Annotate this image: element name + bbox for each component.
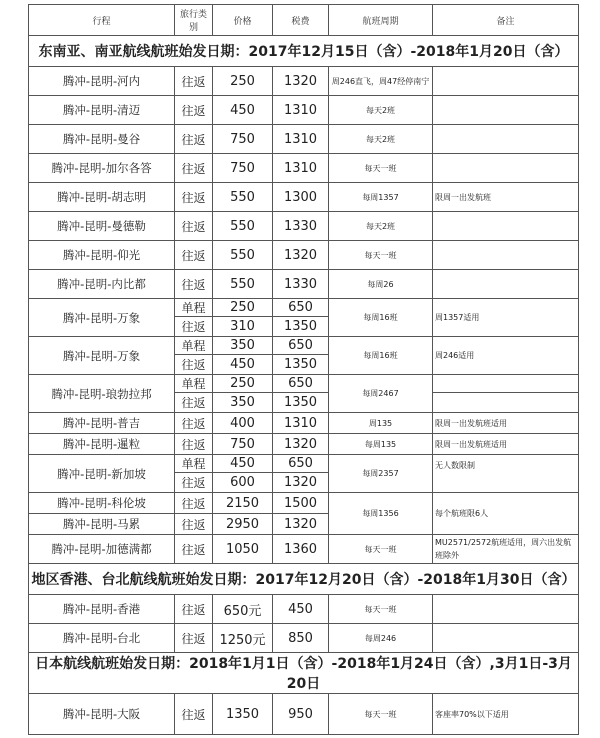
tax-cell: 1310: [273, 154, 329, 183]
type-cell: 单程: [175, 299, 213, 317]
header-type: 旅行类别: [175, 5, 213, 36]
section-row: [29, 36, 579, 67]
tax-cell: 1310: [273, 125, 329, 154]
type-cell: 往返: [175, 473, 213, 493]
header-price: 价格: [213, 5, 273, 36]
note-cell: [433, 375, 579, 393]
type-cell: 单程: [175, 375, 213, 393]
table-row: [29, 96, 579, 125]
cycle-cell: 每周246: [329, 624, 433, 653]
table-row: [29, 624, 579, 653]
route-cell: 腾冲-昆明-河内: [29, 67, 175, 96]
note-cell: [433, 624, 579, 653]
cycle-cell: 每周2357: [329, 455, 433, 493]
type-cell: 往返: [175, 317, 213, 337]
tax-cell: 1320: [273, 514, 329, 535]
route-cell: 腾冲-昆明-清迈: [29, 96, 175, 125]
tax-cell: 450: [273, 595, 329, 624]
note-cell: 每个航班限6人: [433, 493, 579, 535]
tax-cell: 1300: [273, 183, 329, 212]
route-cell: 腾冲-昆明-万象: [29, 299, 175, 337]
type-cell: 往返: [175, 96, 213, 125]
price-cell: 550: [213, 212, 273, 241]
note-cell: [433, 212, 579, 241]
tax-cell: 1320: [273, 434, 329, 455]
note-cell: [433, 154, 579, 183]
tax-cell: 650: [273, 375, 329, 393]
section-row: [29, 564, 579, 595]
tax-cell: 1330: [273, 212, 329, 241]
note-cell: [433, 67, 579, 96]
table-row: [29, 413, 579, 434]
tax-cell: 1330: [273, 270, 329, 299]
tax-cell: 1350: [273, 317, 329, 337]
type-cell: 往返: [175, 694, 213, 735]
section-japan-title: 日本航线航班始发日期：2018年1月1日（含）-2018年1月24日（含）,3月1日-3月20日: [29, 653, 579, 694]
note-cell: 周246适用: [433, 337, 579, 375]
route-cell: 腾冲-昆明-暹粒: [29, 434, 175, 455]
note-cell: MU2571/2572航班适用，周六出发航班除外: [433, 535, 579, 564]
type-cell: 往返: [175, 212, 213, 241]
cycle-cell: 周135: [329, 413, 433, 434]
cycle-cell: 每天一班: [329, 595, 433, 624]
note-cell: 限周一出发航班适用: [433, 413, 579, 434]
cycle-cell: 每天2班: [329, 125, 433, 154]
price-cell: 250: [213, 67, 273, 96]
price-cell: 450: [213, 96, 273, 125]
note-cell: [433, 270, 579, 299]
tax-cell: 1320: [273, 67, 329, 96]
price-cell: 310: [213, 317, 273, 337]
route-cell: 腾冲-昆明-普吉: [29, 413, 175, 434]
type-cell: 往返: [175, 514, 213, 535]
tax-cell: 1500: [273, 493, 329, 514]
table-row: [29, 270, 579, 299]
cycle-cell: 每天2班: [329, 212, 433, 241]
price-cell: 250: [213, 299, 273, 317]
type-cell: 往返: [175, 535, 213, 564]
route-cell: 腾冲-昆明-琅勃拉邦: [29, 375, 175, 413]
header-row: [29, 5, 579, 36]
route-cell: 腾冲-昆明-内比都: [29, 270, 175, 299]
route-cell: 腾冲-昆明-加德满都: [29, 535, 175, 564]
type-cell: 往返: [175, 125, 213, 154]
price-cell: 250: [213, 375, 273, 393]
route-cell: 腾冲-昆明-科伦坡: [29, 493, 175, 514]
tax-cell: 1320: [273, 241, 329, 270]
tax-cell: 1310: [273, 413, 329, 434]
cycle-cell: 每周16班: [329, 299, 433, 337]
fare-table: [28, 4, 579, 735]
price-cell: 750: [213, 125, 273, 154]
table-row: [29, 125, 579, 154]
price-cell: 350: [213, 393, 273, 413]
price-cell: 2150: [213, 493, 273, 514]
route-cell: 腾冲-昆明-马累: [29, 514, 175, 535]
route-cell: 腾冲-昆明-胡志明: [29, 183, 175, 212]
tax-cell: 650: [273, 299, 329, 317]
tax-cell: 1350: [273, 393, 329, 413]
note-cell: 周1357适用: [433, 299, 579, 337]
type-cell: 往返: [175, 270, 213, 299]
cycle-cell: 每周135: [329, 434, 433, 455]
tax-cell: 950: [273, 694, 329, 735]
price-cell: 2950: [213, 514, 273, 535]
price-cell: 400: [213, 413, 273, 434]
price-cell: 1050: [213, 535, 273, 564]
section-row: [29, 653, 579, 694]
route-cell: 腾冲-昆明-万象: [29, 337, 175, 375]
route-cell: 腾冲-昆明-曼谷: [29, 125, 175, 154]
table-row: [29, 694, 579, 735]
table-row: [29, 493, 579, 514]
price-cell: 450: [213, 355, 273, 375]
type-cell: 往返: [175, 434, 213, 455]
cycle-cell: 每天一班: [329, 241, 433, 270]
type-cell: 往返: [175, 393, 213, 413]
price-cell: 1350: [213, 694, 273, 735]
cycle-cell: 每周16班: [329, 337, 433, 375]
route-cell: 腾冲-昆明-大阪: [29, 694, 175, 735]
tax-cell: 1350: [273, 355, 329, 375]
table-row: [29, 212, 579, 241]
type-cell: 往返: [175, 355, 213, 375]
type-cell: 单程: [175, 455, 213, 473]
header-tax: 税费: [273, 5, 329, 36]
type-cell: 往返: [175, 493, 213, 514]
type-cell: 往返: [175, 624, 213, 653]
table-row: [29, 375, 579, 393]
cycle-cell: 每周2467: [329, 375, 433, 413]
cycle-cell: 每周1356: [329, 493, 433, 535]
tax-cell: 650: [273, 455, 329, 473]
note-cell: [433, 96, 579, 125]
header-route: 行程: [29, 5, 175, 36]
price-cell: 750: [213, 154, 273, 183]
table-row: [29, 241, 579, 270]
note-cell: [433, 125, 579, 154]
route-cell: 腾冲-昆明-曼德勒: [29, 212, 175, 241]
price-cell: 350: [213, 337, 273, 355]
tax-cell: 650: [273, 337, 329, 355]
price-cell: 650元: [213, 595, 273, 624]
table-row: [29, 183, 579, 212]
type-cell: 往返: [175, 183, 213, 212]
tax-cell: 1320: [273, 473, 329, 493]
type-cell: 往返: [175, 595, 213, 624]
table-row: [29, 455, 579, 473]
section-southeast-asia-title: 东南亚、南亚航线航班始发日期：2017年12月15日（含）-2018年1月20日（含）: [29, 36, 579, 67]
route-cell: 腾冲-昆明-加尔各答: [29, 154, 175, 183]
type-cell: 往返: [175, 413, 213, 434]
header-cycle: 航班周期: [329, 5, 433, 36]
note-cell: [433, 241, 579, 270]
tax-cell: 850: [273, 624, 329, 653]
table-row: [29, 434, 579, 455]
tax-cell: 1310: [273, 96, 329, 125]
cycle-cell: 每天一班: [329, 694, 433, 735]
route-cell: 腾冲-昆明-香港: [29, 595, 175, 624]
price-cell: 450: [213, 455, 273, 473]
cycle-cell: 每天一班: [329, 154, 433, 183]
type-cell: 单程: [175, 337, 213, 355]
price-cell: 550: [213, 241, 273, 270]
type-cell: 往返: [175, 154, 213, 183]
tax-cell: 1360: [273, 535, 329, 564]
note-cell: 无人数限制: [433, 455, 579, 493]
cycle-cell: 每周26: [329, 270, 433, 299]
header-note: 备注: [433, 5, 579, 36]
table-row: [29, 67, 579, 96]
cycle-cell: 每周1357: [329, 183, 433, 212]
note-cell: 限周一出发航班适用: [433, 434, 579, 455]
route-cell: 腾冲-昆明-台北: [29, 624, 175, 653]
table-row: [29, 154, 579, 183]
price-cell: 600: [213, 473, 273, 493]
note-cell: [433, 595, 579, 624]
route-cell: 腾冲-昆明-仰光: [29, 241, 175, 270]
table-row: [29, 595, 579, 624]
table-row: [29, 299, 579, 317]
route-cell: 腾冲-昆明-新加坡: [29, 455, 175, 493]
price-cell: 750: [213, 434, 273, 455]
price-cell: 550: [213, 270, 273, 299]
cycle-cell: 每天2班: [329, 96, 433, 125]
type-cell: 往返: [175, 241, 213, 270]
cycle-cell: 周246直飞，周47经停南宁: [329, 67, 433, 96]
note-cell: [433, 393, 579, 413]
table-row: [29, 337, 579, 355]
section-hk-taipei-title: 地区香港、台北航线航班始发日期：2017年12月20日（含）-2018年1月30日（含）: [29, 564, 579, 595]
price-cell: 550: [213, 183, 273, 212]
price-cell: 1250元: [213, 624, 273, 653]
cycle-cell: 每天一班: [329, 535, 433, 564]
type-cell: 往返: [175, 67, 213, 96]
table-row: [29, 535, 579, 564]
note-cell: 客座率70%以下适用: [433, 694, 579, 735]
note-cell: 限周一出发航班: [433, 183, 579, 212]
